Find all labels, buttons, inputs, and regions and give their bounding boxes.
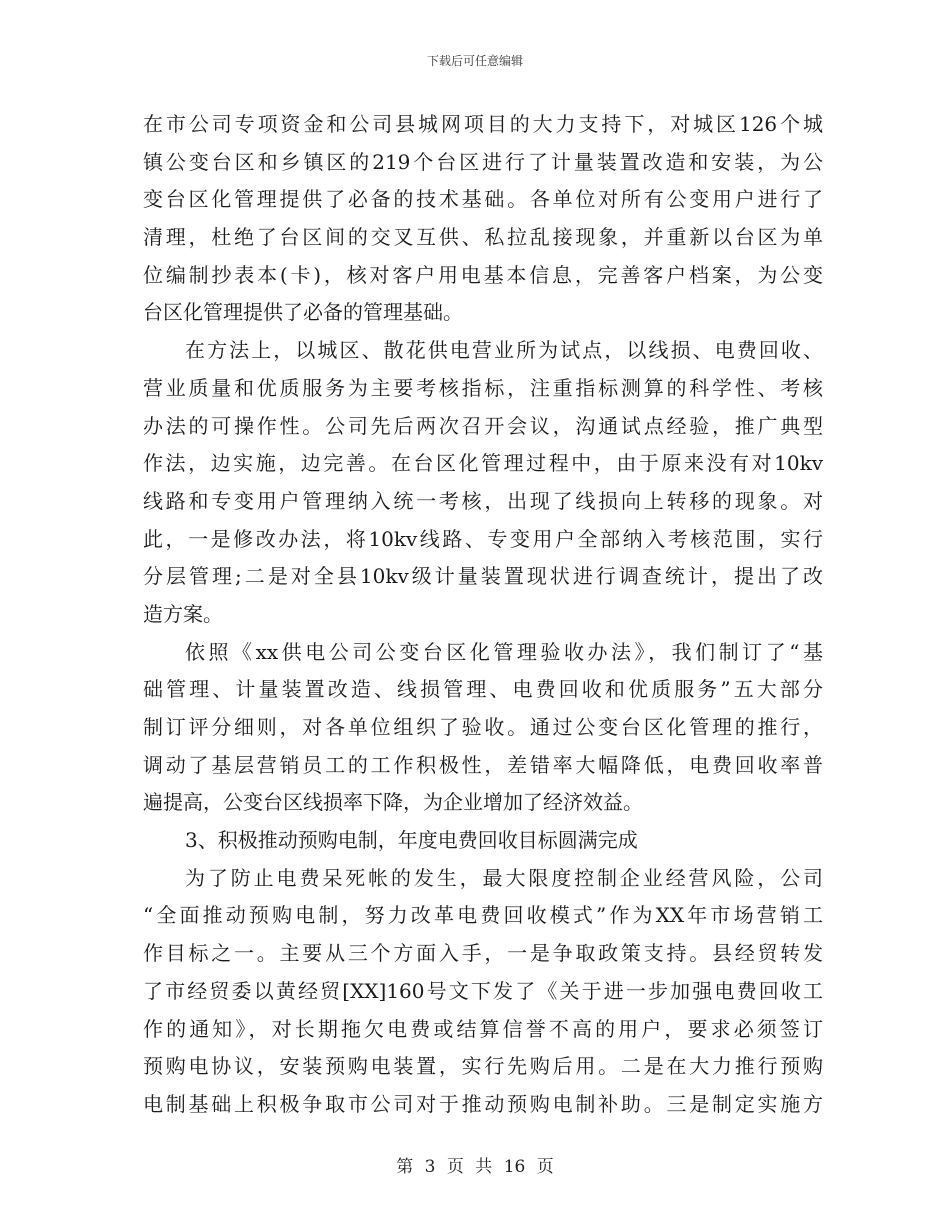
- text-line: 在方法上，以城区、散花供电营业所为试点，以线损、电费回收、: [185, 338, 823, 363]
- text-line: 变台区化管理提供了必备的技术基础。各单位对所有公变用户进行了: [143, 187, 823, 212]
- text-line: 制订评分细则，对各单位组织了验收。通过公变台区化管理的推行，: [143, 715, 823, 739]
- text-line: 依照《xx供电公司公变台区化管理验收办法》，我们制订了“基: [185, 639, 823, 664]
- text-line: 在市公司专项资金和公司县城网项目的大力支持下，对城区126个城: [143, 112, 823, 136]
- section-heading: 3、积极推动预购电制，年度电费回收目标圆满完成: [185, 828, 638, 853]
- text-line: 镇公变台区和乡镇区的219个台区进行了计量装置改造和安装，为公: [143, 149, 823, 174]
- text-line: 线路和专变用户管理纳入统一考核，出现了线损向上转移的现象。对: [143, 488, 823, 513]
- text-line: 清理，杜绝了台区间的交叉互供、私拉乱接现象，并重新以台区为单: [143, 225, 823, 250]
- text-line: “全面推动预购电制，努力改革电费回收模式”作为XX年市场营销工: [143, 903, 823, 928]
- body-text: [143, 106, 823, 1124]
- text-line: 台区化管理提供了必备的管理基础。: [143, 300, 463, 325]
- text-line: 预购电协议，安装预购电装置，实行先购后用。二是在大力推行预购: [143, 1054, 823, 1079]
- text-line: 位编制抄表本(卡)，核对客户用电基本信息，完善客户档案，为公变: [143, 262, 823, 287]
- text-line: 调动了基层营销员工的工作积极性，差错率大幅降低，电费回收率普: [143, 752, 823, 777]
- text-line: 作的通知》，对长期拖欠电费或结算信誉不高的用户，要求必须签订: [143, 1016, 823, 1041]
- text-line: 造方案。: [143, 601, 223, 626]
- text-line: 作目标之一。主要从三个方面入手，一是争取政策支持。县经贸转发: [143, 941, 823, 966]
- text-line: 此，一是修改办法，将10kv线路、专变用户全部纳入考核范围，实行: [143, 526, 823, 551]
- text-line: 作法，边实施，边完善。在台区化管理过程中，由于原来没有对10kv: [143, 451, 823, 476]
- page-footer: 第 3 页 共 16 页: [396, 1157, 554, 1177]
- text-line: 电制基础上积极争取市公司对于推动预购电制补助。三是制定实施方: [143, 1091, 823, 1116]
- text-line: 了市经贸委以黄经贸[XX]160号文下发了《关于进一步加强电费回收工: [143, 978, 823, 1003]
- text-line: 分层管理;二是对全县10kv级计量装置现状进行调查统计，提出了改: [143, 564, 823, 589]
- text-line: 遍提高，公变台区线损率下降，为企业增加了经济效益。: [143, 790, 643, 815]
- text-line: 础管理、计量装置改造、线损管理、电费回收和优质服务”五大部分: [143, 677, 823, 702]
- text-line: 营业质量和优质服务为主要考核指标，注重指标测算的科学性、考核: [143, 375, 823, 400]
- page-header: 下载后可任意编辑: [426, 54, 523, 68]
- text-line: 办法的可操作性。公司先后两次召开会议，沟通试点经验，推广典型: [143, 413, 823, 438]
- text-line: 为了防止电费呆死帐的发生，最大限度控制企业经营风险，公司: [185, 865, 823, 890]
